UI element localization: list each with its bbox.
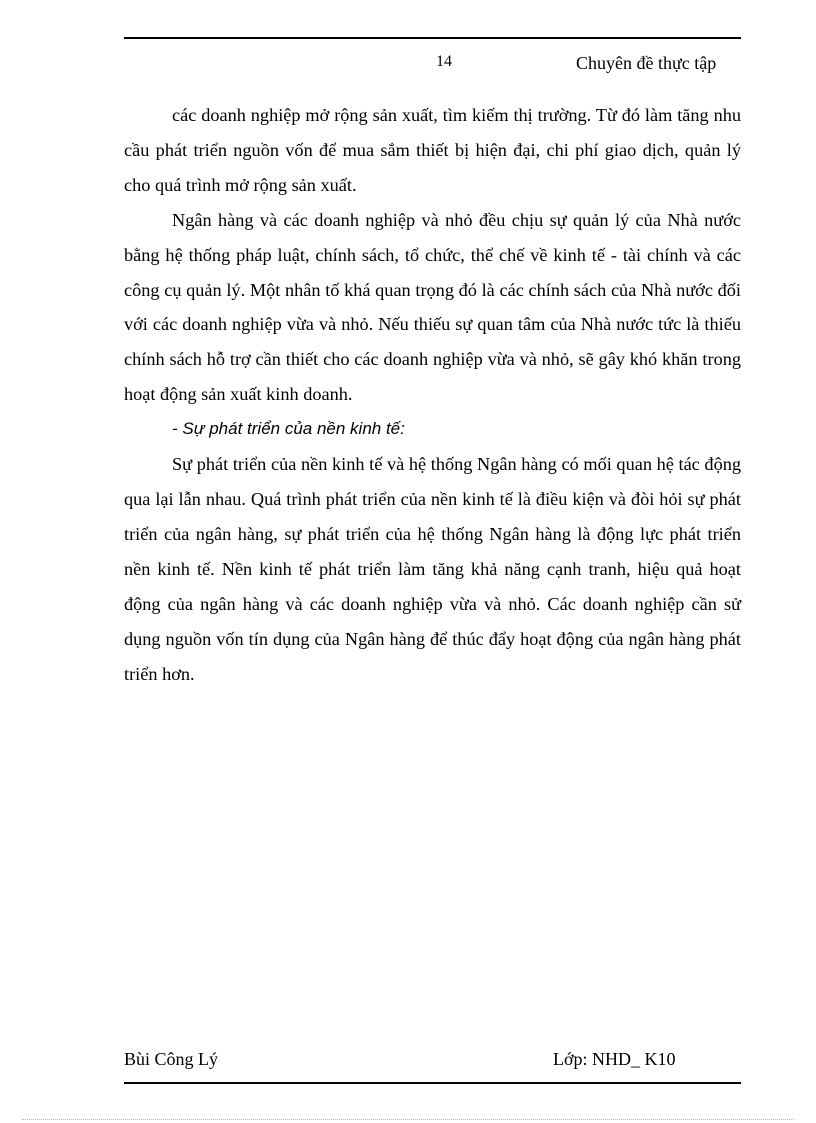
document-body: [124, 98, 741, 691]
page-number: 14: [436, 53, 452, 70]
header-title: Chuyên đề thực tập: [576, 53, 717, 73]
page-edge-dotted-line: [22, 1119, 794, 1120]
paragraph-2: Ngân hàng và các doanh nghiệp và nhỏ đều chịu sự quản lý của Nhà nước bằng hệ thống pháp luật, chính sách, tổ chức, thể chế về kinh tế - tài chính và các công cụ quản lý. Một nhân tố khá quan trọng đó là các chính sách của Nhà nước đối với các doanh nghiệp vừa và nhỏ. Nếu thiếu sự quan tâm của Nhà nước tức là thiếu chính sách hỗ trợ cần thiết cho các doanh nghiệp vừa và nhỏ, sẽ gây khó khăn trong hoạt động sản xuất kinh doanh.: [124, 209, 741, 405]
footer-author: Bùi Công Lý: [124, 1049, 219, 1069]
footer-rule: [124, 1082, 741, 1084]
footer-class: Lớp: NHD_ K10: [553, 1049, 676, 1069]
paragraph-3: Sự phát triển của nền kinh tế và hệ thống Ngân hàng có mối quan hệ tác động qua lại lẫn nhau. Quá trình phát triển của nền kinh tế là điều kiện và đòi hỏi sự phát triển của ngân hàng, sự phát triển của hệ thống Ngân hàng là động lực phát triển nền kinh tế. Nền kinh tế phát triển làm tăng khả năng cạnh tranh, hiệu quả hoạt động của ngân hàng và các doanh nghiệp vừa và nhỏ. Các doanh nghiệp cần sử dụng nguồn vốn tín dụng của Ngân hàng để thúc đẩy hoạt động của ngân hàng phát triển hơn.: [124, 454, 741, 684]
header-rule: [124, 37, 741, 39]
section-subheading: - Sự phát triển của nền kinh tế:: [172, 419, 405, 439]
paragraph-1: các doanh nghiệp mở rộng sản xuất, tìm kiếm thị trường. Từ đó làm tăng nhu cầu phát triển nguồn vốn để mua sắm thiết bị hiện đại, chi phí giao dịch, quản lý cho quá trình mở rộng sản xuất.: [124, 105, 741, 195]
